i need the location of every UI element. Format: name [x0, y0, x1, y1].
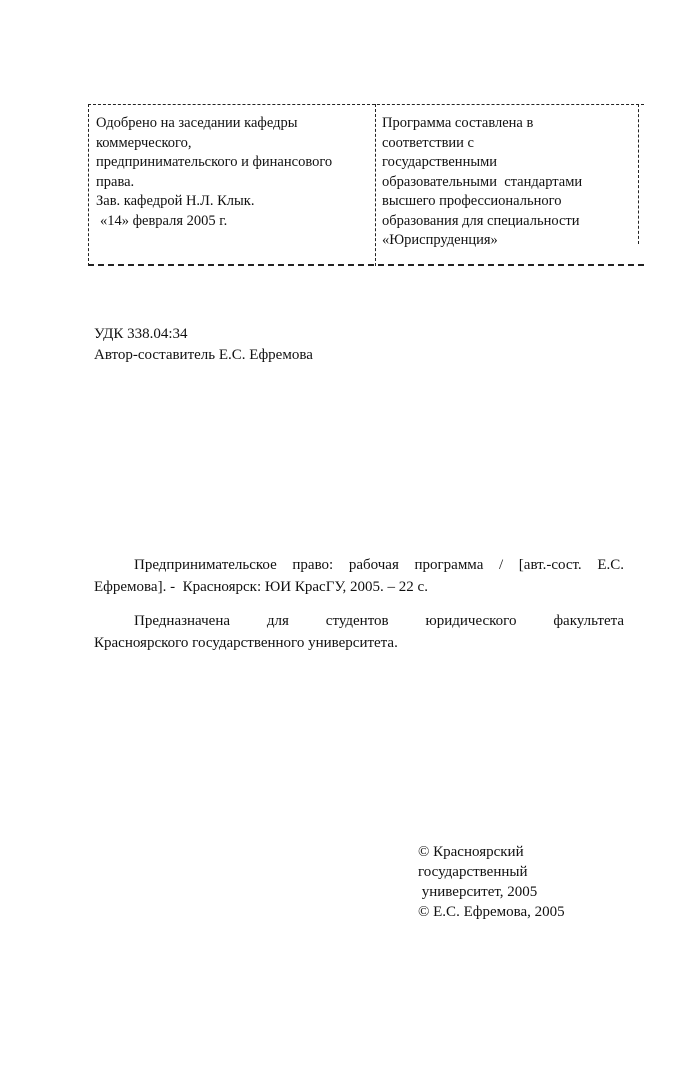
standards-line: высшего профессионального	[382, 193, 562, 209]
citation-line: Предпринимательское право: рабочая программа / [авт.-сост. Е.С.	[134, 557, 624, 573]
standards-line: образовательными стандартами	[382, 173, 583, 190]
purpose-statement	[94, 610, 624, 654]
approval-line: коммерческого,	[96, 134, 192, 151]
purpose-line: Предназначена для студентов юридического факультета	[134, 613, 624, 629]
approval-box	[88, 104, 644, 266]
specialty-name: «Юриспруденция»	[382, 232, 498, 248]
standards-line: соответствии с	[382, 134, 474, 151]
standards-line: государственными	[382, 154, 498, 170]
approval-line: права.	[96, 173, 135, 190]
copyright-line: государственный	[418, 864, 528, 880]
box-border-bottom	[88, 264, 644, 266]
bibliographic-citation	[94, 554, 624, 598]
copyright-line: © Красноярский	[418, 844, 524, 860]
box-border-top	[88, 104, 644, 105]
copyright-line: университет, 2005	[418, 884, 538, 900]
program-standards-note	[382, 114, 637, 251]
copyright-line: © Е.С. Ефремова, 2005	[418, 904, 565, 920]
approval-head-of-department: Зав. кафедрой Н.Л. Клык.	[96, 193, 255, 209]
purpose-line: Красноярского государственного университета.	[94, 635, 398, 651]
copyright-block	[418, 842, 565, 922]
citation-line: Ефремова]. - Красноярск: ЮИ КрасГУ, 2005. – 22 с.	[94, 579, 428, 595]
box-border-right	[638, 104, 639, 244]
udk-code: УДК 338.04:34	[94, 326, 188, 342]
author-compiler: Автор-составитель Е.С. Ефремова	[94, 347, 313, 363]
box-border-left	[88, 104, 89, 266]
standards-line: Программа составлена в	[382, 115, 534, 131]
standards-line: образования для специальности	[382, 212, 580, 229]
approval-line: предпринимательского и финансового	[96, 154, 333, 170]
approval-line: Одобрено на заседании кафедры	[96, 115, 298, 131]
approval-note	[96, 114, 374, 231]
approval-date: «14» февраля 2005 г.	[100, 212, 228, 229]
box-divider	[375, 104, 376, 266]
udk-block	[94, 324, 313, 366]
